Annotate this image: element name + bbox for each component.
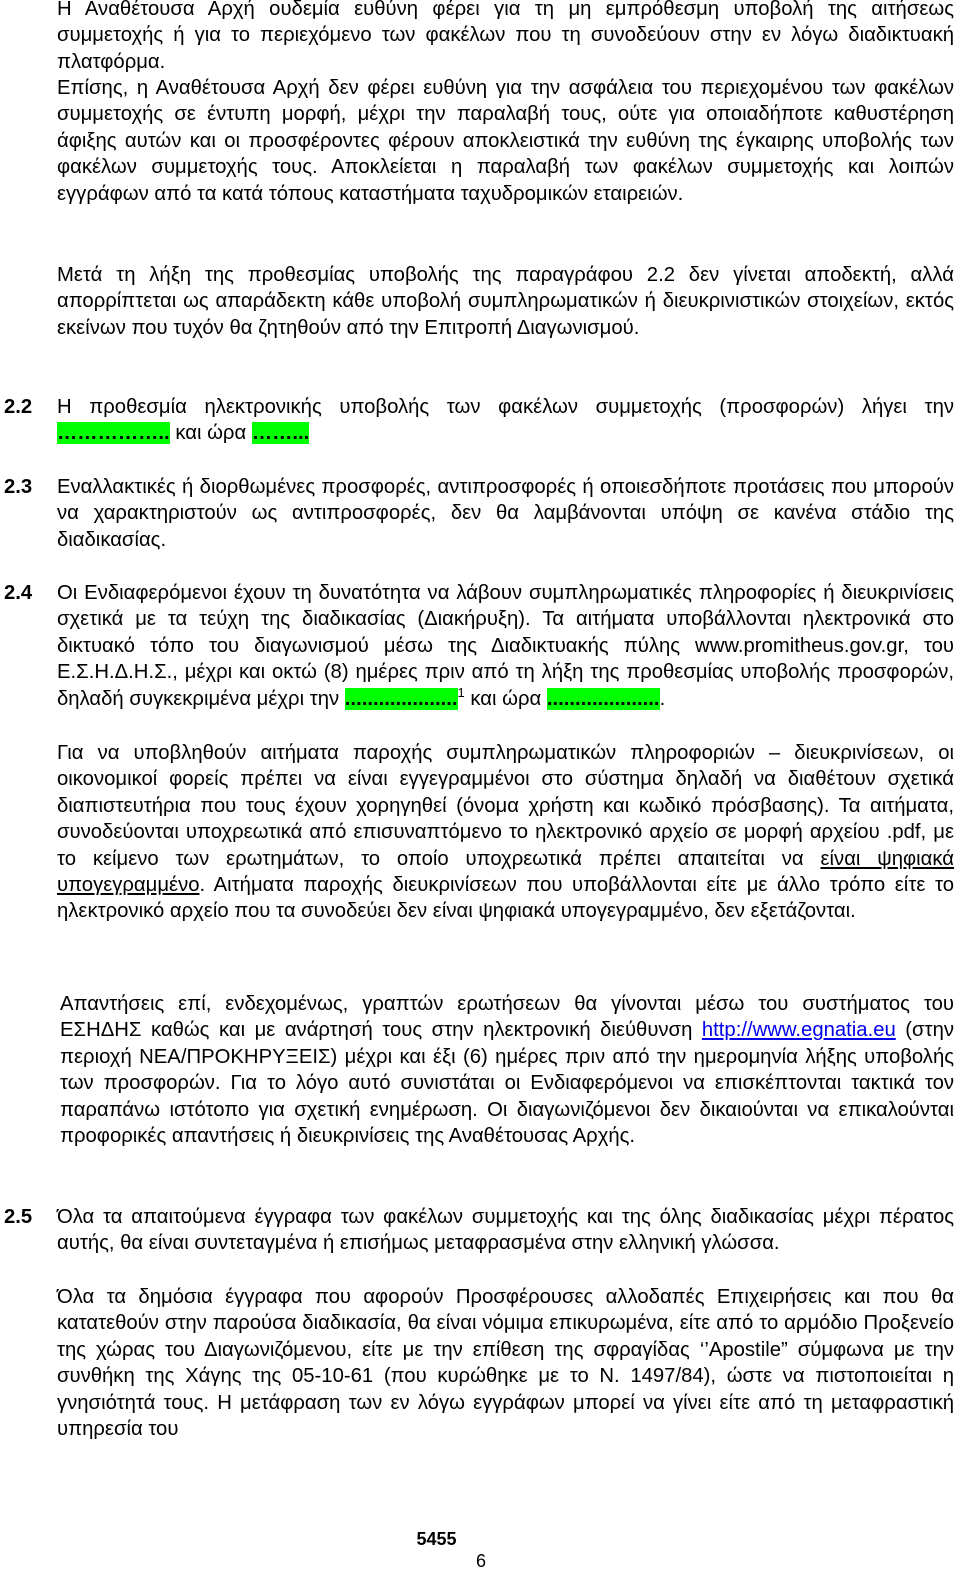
- section-2-5-text-a: Όλα τα απαιτούμενα έγγραφα των φακέλων συμμετοχής και της όλης διαδικασίας μέχρι πέρατος αυτής, θα είναι συντεταγμένα ή επισήμως μεταφρασμένα στην ελληνική γλώσσα.: [57, 1206, 954, 1255]
- page-number: 5455: [416, 1529, 457, 1549]
- section-number-2-3: 2.3: [4, 476, 33, 498]
- section-number-2-5: 2.5: [4, 1206, 33, 1228]
- deadline-date-blank: ……………..: [57, 422, 170, 445]
- clarification-time-blank: ....................: [546, 687, 660, 710]
- paragraph-responsibility: Η Αναθέτουσα Αρχή ουδεμία ευθύνη φέρει για τη μη εμπρόθεσμη υποβολή της αιτήσεως συμμετοχής ή για το περιεχόμενο των φακέλων που τη συνοδεύουν στην εν λόγω διαδικτυακή πλατφόρμα.: [57, 0, 954, 73]
- section-2-4-text-c: .: [659, 687, 666, 710]
- section-2-2-text-b: και ώρα: [169, 422, 252, 445]
- clarification-date-blank: ....................: [344, 687, 458, 710]
- section-2-4-answers-a: Απαντήσεις επί, ενδεχομένως, γραπτών ερωτήσεων θα γίνονται μέσω του συστήματος του ΕΣΗΔΗΣ καθώς και με ανάρτησή τους στην ηλεκτρονική διεύθυνση: [60, 993, 954, 1042]
- section-2-4-text-b: και ώρα: [464, 687, 547, 710]
- page-sub-number: 6: [475, 1551, 486, 1571]
- paragraph-after-deadline: Μετά τη λήξη της προθεσμίας υποβολής της παραγράφου 2.2 δεν γίνεται αποδεκτή, αλλά απορρίπτεται ως απαράδεκτη κάθε υποβολή συμπληρωματικών ή διευκρινιστικών στοιχείων, εκτός εκείνων που τυχόν θα ζητηθούν από την Επιτροπή Διαγωνισμού.: [57, 264, 954, 339]
- section-2-4-requests-underlined: είναι ψηφιακά υπογεγραμμένο: [57, 847, 955, 897]
- section-2-2-text: [57, 394, 954, 447]
- egnatia-link[interactable]: http://www.egnatia.eu: [701, 1019, 896, 1042]
- section-number-2-2: 2.2: [4, 396, 33, 418]
- footnote-marker: 1: [457, 684, 465, 700]
- section-number-2-4: 2.4: [4, 582, 33, 604]
- section-2-4-text-a: Οι Ενδιαφερόμενοι έχουν τη δυνατότητα να λάβουν συμπληρωματικές πληροφορίες ή διευκρινίσεις σχετικά με τα τεύχη της διαδικασίας (Διακήρυξη). Τα αιτήματα υποβάλλονται ηλεκτρονικά στο δικτυακό τόπο του διαγωνισμού μέσω της Διαδικτυακής πύλης www.promitheus.gov.gr, του Ε.Σ.Η.Δ.Η.Σ., μέχρι και οκτώ (8) ημέρες πριν από τη λήξη της προθεσμίας υποβολής προσφορών, δηλαδή συγκεκριμένα μέχρι την: [57, 582, 954, 710]
- section-2-5-text-b: Όλα τα δημόσια έγγραφα που αφορούν Προσφέρουσες αλλοδαπές Επιχειρήσεις και που θα κατατεθούν στην παρούσα διαδικασία, θα είναι νόμιμα επικυρωμένα, είτε από το αρμόδιο Προξενείο της χώρας του Διαγωνιζόμενου, είτε με την επίθεση της σφραγίδας ‘’Apostile” σύμφωνα με την συνθήκη της Χάγης της 05-10-61 (που κυρώθηκε με το Ν. 1497/84), ώστε να πιστοποιείται η γνησιότητά τους. Η μετάφραση των εν λόγω εγγράφων μπορεί να γίνει είτε από τη μεταφραστική υπηρεσία του: [57, 1286, 954, 1441]
- paragraph-security: Επίσης, η Αναθέτουσα Αρχή δεν φέρει ευθύνη για την ασφάλεια του περιεχομένου των φακέλων συμμετοχής σε έντυπη μορφή, μέχρι την παραλαβή τους, ούτε για οποιαδήποτε καθυστέρηση άφιξης αυτών και οι προσφέροντες φέρουν αποκλειστικά την ευθύνη της έγκαιρης υποβολής των φακέλων συμμετοχής τους. Αποκλείεται η παραλαβή των φακέλων συμμετοχής και λοιπών εγγράφων από τα κατά τόπους καταστήματα ταχυδρομικών εταιρειών.: [57, 77, 954, 205]
- section-2-4-requests-a: Για να υποβληθούν αιτήματα παροχής συμπληρωματικών πληροφοριών – διευκρινίσεων, οι οικονομικοί φορείς πρέπει να είναι εγγεγραμμένοι στο σύστημα δηλαδή να διαθέτουν σχετικά διαπιστευτήρια που τους έχουν χορηγηθεί (όνομα χρήστη και κωδικό πρόσβασης). Τα αιτήματα, συνοδεύονται υποχρεωτικά από επισυναπτόμενο το ηλεκτρονικό αρχείο σε μορφή αρχείου .pdf, με το κείμενο των ερωτημάτων, το οποίο υποχρεωτικά πρέπει απαιτείται να: [57, 742, 954, 870]
- section-2-4-requests-b: . Αιτήματα παροχής διευκρινίσεων που υποβάλλονται είτε με άλλο τρόπο είτε το ηλεκτρονικό αρχείο που τα συνοδεύει δεν είναι ψηφιακά υπογεγραμμένο, δεν εξετάζονται.: [57, 874, 954, 923]
- section-2-4-answers: [60, 991, 954, 1149]
- section-2-3-text: Εναλλακτικές ή διορθωμένες προσφορές, αντιπροσφορές ή οποιεσδήποτε προτάσεις που μπορούν να χαρακτηριστούν ως αντιπροσφορές, δεν θα λαμβάνονται υπόψη σε κανένα στάδιο της διαδικασίας.: [57, 476, 954, 551]
- deadline-time-blank: ……...: [251, 422, 310, 445]
- section-2-4-text: [57, 580, 954, 712]
- section-2-2-text-a: Η προθεσμία ηλεκτρονικής υποβολής των φακέλων συμμετοχής (προσφορών) λήγει την: [57, 396, 954, 418]
- section-2-4-answers-b: (στην περιοχή ΝΕΑ/ΠΡΟΚΗΡΥΞΕΙΣ) μέχρι και έξι (6) ημέρες πριν από την ημερομηνία λήξης υποβολής των προσφορών. Για το λόγο αυτό συνιστάται οι Ενδιαφερόμενοι να επισκέπτονται τακτικά τον παραπάνω ιστότοπο για σχετική ενημέρωση. Οι διαγωνιζόμενοι δεν δικαιούνται να επικαλούνται προφορικές απαντήσεις ή διευκρινίσεις της Αναθέτουσας Αρχής.: [60, 1019, 954, 1148]
- section-2-4-requests: [57, 740, 954, 925]
